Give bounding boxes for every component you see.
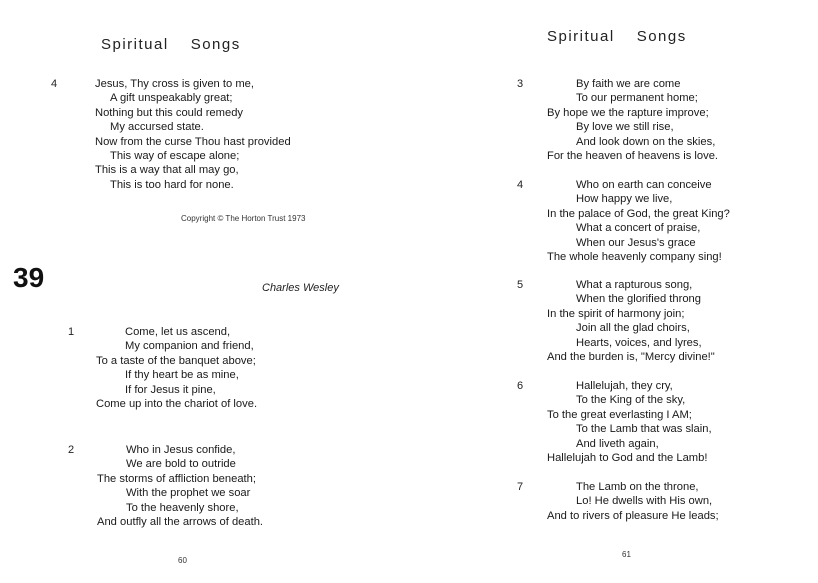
stanza-3: [517, 77, 719, 163]
stanza-number: 3: [517, 78, 524, 90]
page-number: 61: [622, 550, 631, 559]
verse-line: By faith we are come: [576, 78, 681, 90]
verse-line: If for Jesus it pine,: [125, 383, 216, 396]
page-header: [547, 28, 687, 45]
verse-line: This is a way that all may go,: [95, 164, 239, 177]
verse-line: Nothing but this could remedy: [95, 106, 244, 119]
verse-line: For the heaven of heavens is love.: [547, 150, 719, 163]
verse-line: In the palace of God, the great King?: [547, 207, 730, 220]
right-page: [409, 0, 818, 583]
header-word-songs: Songs: [636, 28, 687, 45]
verse-line: The whole heavenly company sing!: [547, 251, 722, 264]
stanza-7: [517, 480, 719, 523]
stanza-number: 4: [51, 78, 58, 90]
verse-line: When our Jesus's grace: [576, 236, 696, 249]
stanza-number: 2: [68, 444, 75, 456]
verse-line: Lo! He dwells with His own,: [576, 495, 713, 508]
verse-line: Now from the curse Thou hast provided: [95, 135, 291, 148]
stanza-4-left: [51, 77, 291, 192]
page-number: 60: [178, 556, 187, 565]
stanza-1: [68, 325, 258, 411]
verse-line: This way of escape alone;: [110, 150, 240, 163]
header-word-songs: Songs: [190, 36, 241, 53]
verse-line: Come up into the chariot of love.: [96, 398, 258, 411]
verse-line: And liveth again,: [576, 437, 659, 450]
verse-line: How happy we live,: [576, 193, 673, 206]
verse-line: We are bold to outride: [126, 458, 236, 471]
verse-line: What a rapturous song,: [576, 279, 693, 291]
copyright-notice: Copyright © The Horton Trust 1973: [181, 214, 306, 223]
verse-line: To the Lamb that was slain,: [576, 423, 712, 436]
stanza-number: 4: [517, 179, 524, 191]
stanza-4-right: [517, 178, 730, 264]
verse-line: My companion and friend,: [125, 340, 254, 353]
verse-line: With the prophet we soar: [126, 487, 251, 500]
verse-line: Come, let us ascend,: [125, 326, 231, 338]
verse-line: When the glorified throng: [576, 293, 702, 306]
stanza-number: 6: [517, 380, 524, 392]
verse-line: My accursed state.: [110, 121, 204, 134]
verse-line: To the great everlasting I AM;: [547, 408, 692, 421]
verse-line: Jesus, Thy cross is given to me,: [95, 78, 254, 90]
verse-line: In the spirit of harmony join;: [547, 307, 685, 320]
hymn-author: Charles Wesley: [262, 282, 339, 294]
stanza-5: [517, 278, 715, 364]
stanza-number: 7: [517, 481, 524, 493]
verse-line: This is too hard for none.: [110, 178, 234, 191]
verse-line: If thy heart be as mine,: [125, 369, 239, 382]
verse-line: To the King of the sky,: [576, 394, 686, 407]
hymn-number: 39: [13, 262, 45, 293]
verse-line: The storms of affliction beneath;: [97, 472, 256, 485]
verse-line: To the heavenly shore,: [126, 501, 239, 514]
verse-line: Join all the glad choirs,: [576, 322, 690, 335]
verse-line: And to rivers of pleasure He leads;: [547, 509, 719, 522]
stanza-number: 1: [68, 326, 75, 338]
verse-line: What a concert of praise,: [576, 222, 701, 235]
verse-line: Who on earth can conceive: [576, 179, 712, 191]
verse-line: Hallelujah, they cry,: [576, 380, 673, 392]
stanza-number: 5: [517, 279, 524, 291]
verse-line: And the burden is, "Mercy divine!": [547, 351, 715, 364]
verse-line: The Lamb on the throne,: [576, 481, 699, 493]
verse-line: To our permanent home;: [576, 92, 698, 105]
verse-line: And look down on the skies,: [576, 135, 716, 148]
header-word-spiritual: Spiritual: [101, 36, 169, 53]
verse-line: By hope we the rapture improve;: [547, 106, 709, 119]
verse-line: Hearts, voices, and lyres,: [576, 336, 702, 349]
verse-line: By love we still rise,: [576, 121, 674, 134]
verse-line: To a taste of the banquet above;: [96, 354, 256, 367]
verse-line: Hallelujah to God and the Lamb!: [547, 452, 708, 465]
header-word-spiritual: Spiritual: [547, 28, 615, 45]
stanza-6: [517, 379, 712, 465]
page-header: [101, 36, 241, 53]
verse-line: And outfly all the arrows of death.: [97, 516, 264, 529]
stanza-2: [68, 443, 264, 529]
verse-line: Who in Jesus confide,: [126, 444, 236, 456]
verse-line: A gift unspeakably great;: [110, 92, 233, 105]
